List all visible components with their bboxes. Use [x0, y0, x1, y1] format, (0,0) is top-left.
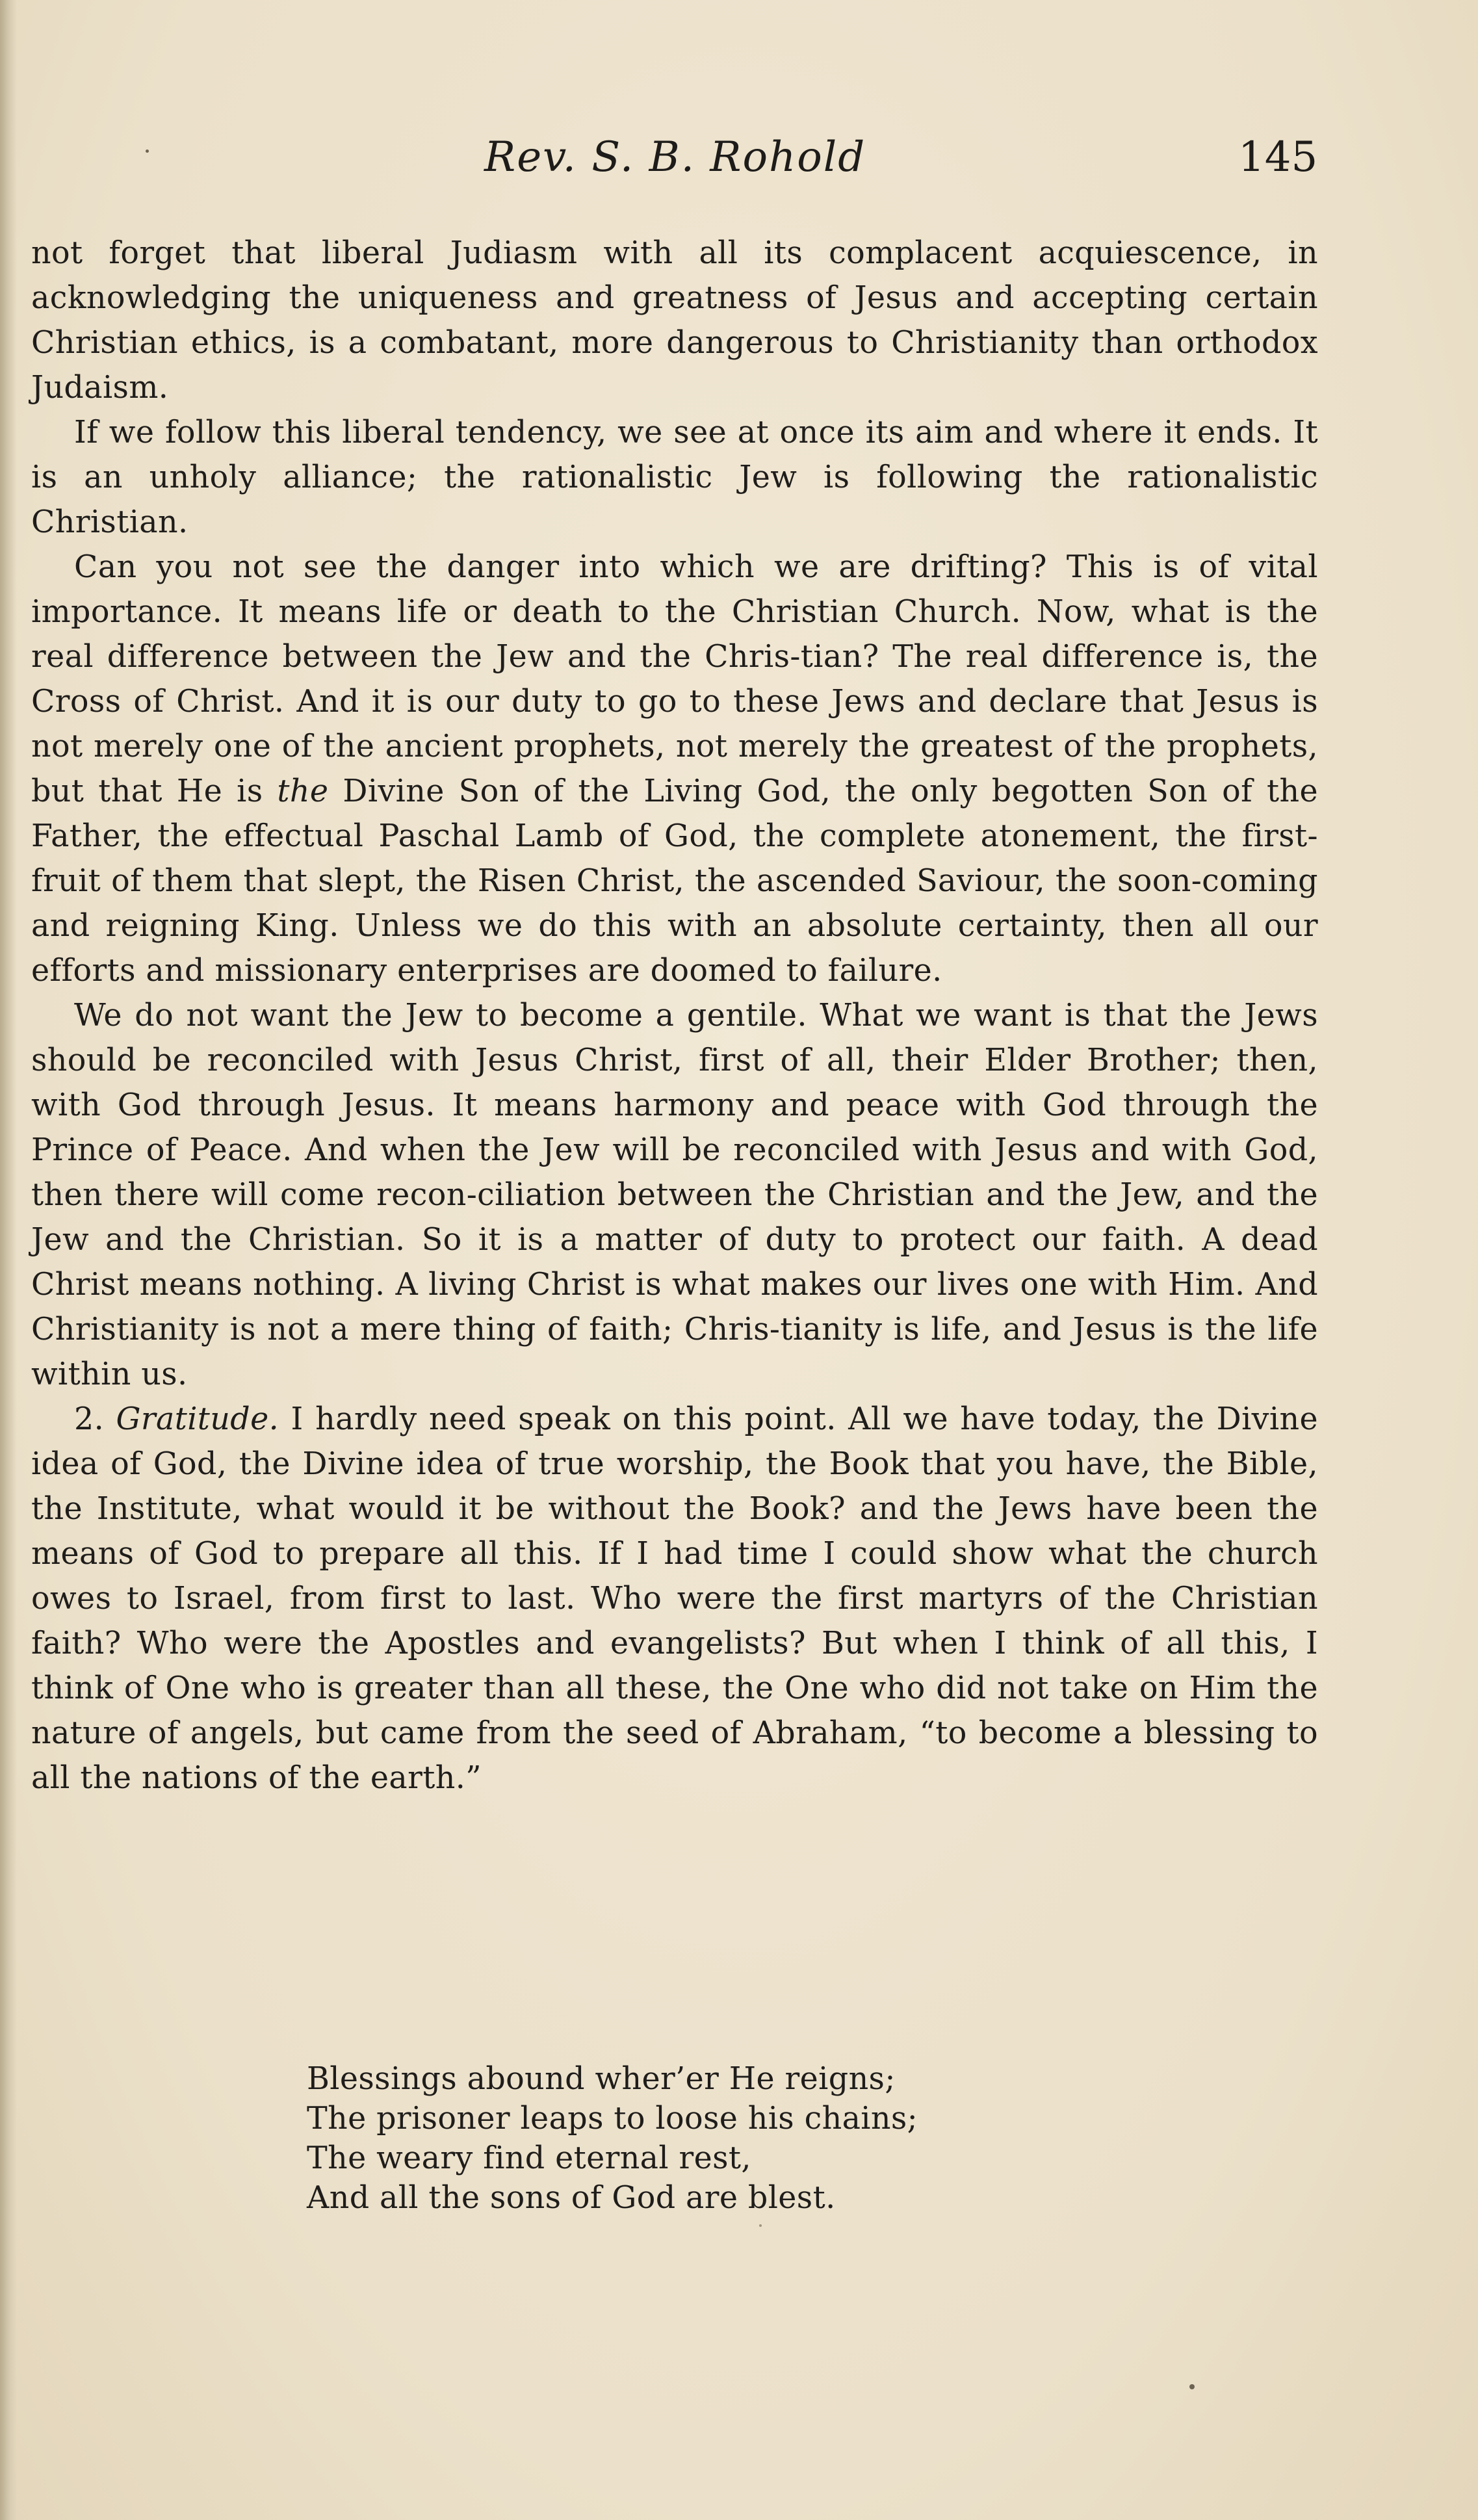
- paragraph-text: Can you not see the danger into which we are drifting? This is of vital importance. It means life or death to the Christian Church. Now, what is the real difference between the Jew and the Chris-tian? The real difference is, the Cross of Christ. And it is our duty to go to these Jews and declare that Jesus is not merely one of the ancient prophets, not merely the greatest of the prophets, but that He is: [31, 549, 1318, 809]
- verse-line: The prisoner leaps to loose his chains;: [307, 2101, 918, 2137]
- body-text: [31, 231, 1318, 1800]
- running-head: Rev. S. B. Rohold: [484, 133, 866, 181]
- paragraph-3: [31, 545, 1318, 993]
- paper-speck: [759, 2224, 762, 2227]
- paragraph-text: If we follow this liberal tendency, we see at once its aim and where it ends. It is an unholy alliance; the rationalistic Jew is following the rationalistic Christian.: [31, 415, 1318, 540]
- gutter-shadow: [0, 0, 17, 2520]
- verse-line: And all the sons of God are blest.: [307, 2180, 836, 2216]
- page-number: 145: [1238, 133, 1318, 181]
- paragraph-text: We do not want the Jew to become a gentile. What we want is that the Jews should be reconciled with Jesus Christ, first of all, their Elder Brother; then, with God through Jesus. It means harmony and peace with God through the Prince of Peace. And when the Jew will be reconciled with Jesus and with God, then there will come recon-ciliation between the Christian and the Jew, and the Jew and the Christian. So it is a matter of duty to protect our faith. A dead Christ means nothing. A living Christ is what makes our lives one with Him. And Christianity is not a mere thing of faith; Chris-tianity is life, and Jesus is the life within us.: [31, 998, 1318, 1392]
- verse-line: Blessings abound wher’er He reigns;: [307, 2061, 896, 2097]
- paragraph-2: [31, 410, 1318, 545]
- emphasis-the: the: [277, 773, 329, 809]
- paragraph-4: [31, 993, 1318, 1397]
- verse-stanza: [307, 2059, 1087, 2218]
- paragraph-text: I hardly need speak on this point. All we have today, the Divine idea of God, the Divine idea of true worship, the Book that you have, the Bible, the Institute, what would it be without the Book? and the Jews have been the means of God to prepare all this. If I had time I could show what the church owes to Israel, from first to last. Who were the first martyrs of the Christian faith? Who were the Apostles and evangelists? But when I think of all this, I think of One who is greater than all these, the One who did not take on Him the nature of angels, but came from the seed of Abraham, “to become a blessing to all the nations of the earth.”: [31, 1401, 1318, 1796]
- paragraph-text: Divine Son of the Living God, the only begotten Son of the Father, the effectual Paschal Lamb of God, the complete atonement, the first-fruit of them that slept, the Risen Christ, the ascended Saviour, the soon-coming and reigning King. Unless we do this with an absolute certainty, then all our efforts and missionary enterprises are doomed to failure.: [31, 773, 1318, 989]
- paragraph-text: not forget that liberal Judiasm with all its complacent acquiescence, in acknowledging the uniqueness and greatness of Jesus and accepting certain Christian ethics, is a combatant, more dangerous to Christianity than orthodox Judaism.: [31, 235, 1318, 406]
- paragraph-5: [31, 1397, 1318, 1800]
- paragraph-text: 2.: [74, 1401, 116, 1437]
- paper-speck: [146, 149, 149, 153]
- verse-line: The weary find eternal rest,: [307, 2140, 751, 2176]
- paragraph-1: [31, 231, 1318, 410]
- paper-speck: [1189, 2384, 1195, 2389]
- page-header: [0, 133, 1478, 205]
- section-heading-gratitude: Gratitude.: [116, 1401, 279, 1437]
